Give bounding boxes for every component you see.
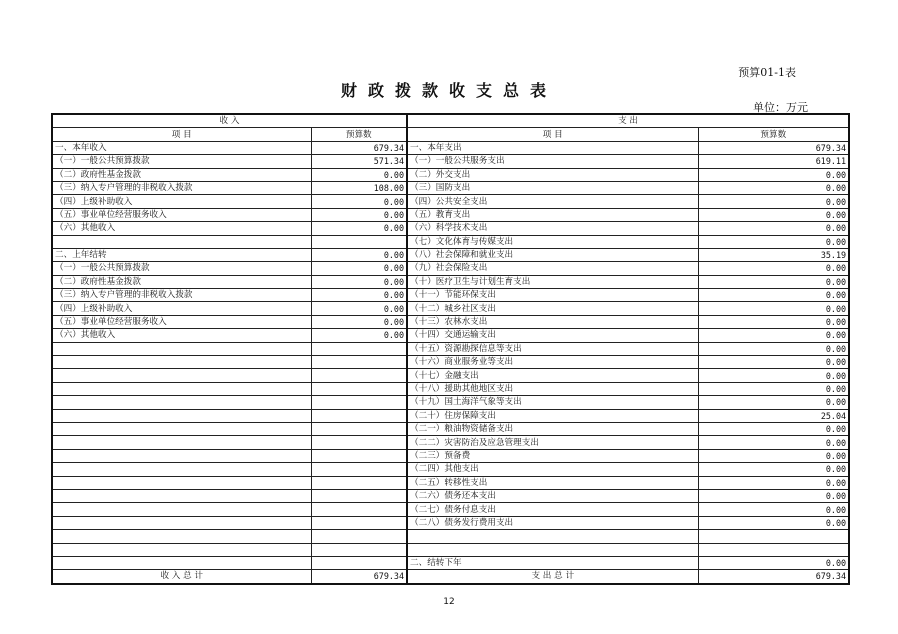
income-item-cell: 二、上年结转 (52, 248, 311, 261)
table-row (52, 181, 849, 194)
income-value-cell (311, 476, 407, 489)
table-row (52, 356, 849, 369)
income-item-cell (52, 382, 311, 395)
expense-item-cell: （二四）其他支出 (407, 463, 698, 476)
expense-value-cell: 0.00 (698, 489, 849, 502)
expense-value-cell: 0.00 (698, 262, 849, 275)
income-value-cell: 0.00 (311, 168, 407, 181)
income-item-cell: （四）上级补助收入 (52, 195, 311, 208)
income-value-cell (311, 382, 407, 395)
income-item-cell (52, 422, 311, 435)
income-value-cell (311, 489, 407, 502)
income-value-cell: 571.34 (311, 155, 407, 168)
expense-item-cell: （二）外交支出 (407, 168, 698, 181)
income-item-cell: （六）其他收入 (52, 329, 311, 342)
income-value-cell: 0.00 (311, 195, 407, 208)
income-value-cell (311, 356, 407, 369)
income-value-cell: 0.00 (311, 302, 407, 315)
expense-item-header: 项 目 (407, 128, 698, 141)
expense-item-cell: （二一）粮油物资储备支出 (407, 422, 698, 435)
expense-value-cell: 0.00 (698, 302, 849, 315)
expense-item-cell (407, 530, 698, 543)
expense-item-cell: （十二）城乡社区支出 (407, 302, 698, 315)
expense-item-cell: （一）一般公共服务支出 (407, 155, 698, 168)
income-item-cell (52, 449, 311, 462)
table-body (52, 141, 849, 570)
expense-value-cell: 0.00 (698, 168, 849, 181)
expense-item-cell: （七）文化体育与传媒支出 (407, 235, 698, 248)
income-value-cell (311, 449, 407, 462)
income-item-cell (52, 356, 311, 369)
table-row (52, 208, 849, 221)
table-row (52, 476, 849, 489)
column-header-row (52, 128, 849, 141)
expense-item-cell: （十九）国土海洋气象等支出 (407, 396, 698, 409)
expense-item-cell: （二五）转移性支出 (407, 476, 698, 489)
table-row (52, 262, 849, 275)
income-item-cell: （五）事业单位经营服务收入 (52, 315, 311, 328)
expense-value-cell: 0.00 (698, 503, 849, 516)
expense-item-cell: （二三）预备费 (407, 449, 698, 462)
expense-value-cell: 0.00 (698, 369, 849, 382)
expense-item-cell: （三）国防支出 (407, 181, 698, 194)
income-item-cell: （一）一般公共预算拨款 (52, 262, 311, 275)
table-row (52, 382, 849, 395)
expense-value-cell: 0.00 (698, 463, 849, 476)
table-row (52, 463, 849, 476)
income-value-cell (311, 235, 407, 248)
expense-amount-header: 预算数 (698, 128, 849, 141)
table-row (52, 315, 849, 328)
expense-value-cell: 0.00 (698, 195, 849, 208)
income-item-cell (52, 463, 311, 476)
income-value-cell (311, 530, 407, 543)
income-value-cell (311, 422, 407, 435)
income-value-cell (311, 436, 407, 449)
income-item-cell: （四）上级补助收入 (52, 302, 311, 315)
income-item-cell (52, 503, 311, 516)
table-row (52, 329, 849, 342)
expense-value-cell: 0.00 (698, 436, 849, 449)
expense-value-cell: 0.00 (698, 275, 849, 288)
expense-value-cell: 679.34 (698, 141, 849, 154)
income-item-cell: （二）政府性基金拨款 (52, 168, 311, 181)
expense-value-cell: 0.00 (698, 235, 849, 248)
income-value-cell (311, 342, 407, 355)
income-value-cell (311, 409, 407, 422)
table-row (52, 141, 849, 154)
income-item-cell (52, 369, 311, 382)
expense-value-cell: 25.04 (698, 409, 849, 422)
income-item-cell (52, 436, 311, 449)
table-row (52, 289, 849, 302)
expense-value-cell: 35.19 (698, 248, 849, 261)
expense-item-cell: （十五）资源勘探信息等支出 (407, 342, 698, 355)
expense-item-cell: （二十）住房保障支出 (407, 409, 698, 422)
expense-value-cell (698, 530, 849, 543)
table-row (52, 530, 849, 543)
expense-item-cell: （二二）灾害防治及应急管理支出 (407, 436, 698, 449)
expense-value-cell: 0.00 (698, 382, 849, 395)
income-item-header: 项 目 (52, 128, 311, 141)
table-row (52, 195, 849, 208)
total-row (52, 570, 849, 584)
table-row (52, 248, 849, 261)
income-value-cell: 0.00 (311, 275, 407, 288)
income-value-cell (311, 503, 407, 516)
table-row (52, 275, 849, 288)
expense-value-cell (698, 543, 849, 556)
table-row (52, 436, 849, 449)
table-row (52, 503, 849, 516)
page-title: 财政拨款收支总表 (340, 81, 557, 100)
table-code: 预算01-1表 (738, 66, 796, 79)
expense-total-value: 679.34 (698, 570, 849, 584)
table-row (52, 489, 849, 502)
table-row (52, 449, 849, 462)
expense-value-cell: 0.00 (698, 449, 849, 462)
expense-value-cell: 0.00 (698, 181, 849, 194)
expense-item-cell: （二六）债务还本支出 (407, 489, 698, 502)
income-item-cell: （三）纳入专户管理的非税收入拨款 (52, 289, 311, 302)
expense-item-cell: （二七）债务付息支出 (407, 503, 698, 516)
table-row (52, 422, 849, 435)
table-row (52, 396, 849, 409)
expense-value-cell: 0.00 (698, 422, 849, 435)
income-value-cell: 0.00 (311, 329, 407, 342)
income-item-cell (52, 530, 311, 543)
table-row (52, 369, 849, 382)
income-total-value: 679.34 (311, 570, 407, 584)
table-row (52, 342, 849, 355)
expense-item-cell: （八）社会保障和就业支出 (407, 248, 698, 261)
table-row (52, 168, 849, 181)
expense-item-cell: （十四）交通运输支出 (407, 329, 698, 342)
expense-value-cell: 0.00 (698, 342, 849, 355)
income-value-cell: 0.00 (311, 315, 407, 328)
unit-label: 单位：万元 (753, 101, 808, 114)
income-value-cell (311, 543, 407, 556)
expense-value-cell: 0.00 (698, 289, 849, 302)
income-value-cell: 0.00 (311, 208, 407, 221)
income-item-cell (52, 556, 311, 569)
income-item-cell (52, 342, 311, 355)
table-row (52, 235, 849, 248)
income-amount-header: 预算数 (311, 128, 407, 141)
income-total-label: 收 入 总 计 (52, 570, 311, 584)
expense-item-cell: （十六）商业服务业等支出 (407, 356, 698, 369)
table-row (52, 409, 849, 422)
income-item-cell (52, 489, 311, 502)
income-value-cell: 0.00 (311, 222, 407, 235)
expense-value-cell: 0.00 (698, 222, 849, 235)
expense-value-cell: 0.00 (698, 516, 849, 529)
income-item-cell: （六）其他收入 (52, 222, 311, 235)
income-item-cell: （二）政府性基金拨款 (52, 275, 311, 288)
expense-value-cell: 619.11 (698, 155, 849, 168)
budget-table (51, 113, 850, 585)
section-header-row (52, 114, 849, 128)
income-value-cell: 0.00 (311, 289, 407, 302)
expense-value-cell: 0.00 (698, 476, 849, 489)
expense-item-cell: （二八）债务发行费用支出 (407, 516, 698, 529)
income-value-cell: 108.00 (311, 181, 407, 194)
expense-item-cell: （十一）节能环保支出 (407, 289, 698, 302)
income-value-cell (311, 556, 407, 569)
income-item-cell (52, 543, 311, 556)
income-value-cell: 0.00 (311, 248, 407, 261)
income-item-cell (52, 235, 311, 248)
table-row (52, 155, 849, 168)
income-item-cell (52, 396, 311, 409)
income-item-cell: （五）事业单位经营服务收入 (52, 208, 311, 221)
table-row (52, 516, 849, 529)
expense-item-cell: （四）公共安全支出 (407, 195, 698, 208)
expense-value-cell: 0.00 (698, 329, 849, 342)
page-number: 12 (443, 597, 455, 607)
expense-item-cell: （十七）金融支出 (407, 369, 698, 382)
expense-item-cell: （十八）援助其他地区支出 (407, 382, 698, 395)
expense-item-cell: （九）社会保险支出 (407, 262, 698, 275)
table-row (52, 222, 849, 235)
expense-value-cell: 0.00 (698, 315, 849, 328)
income-item-cell: （三）纳入专户管理的非税收入拨款 (52, 181, 311, 194)
income-value-cell: 679.34 (311, 141, 407, 154)
expense-value-cell: 0.00 (698, 396, 849, 409)
income-item-cell: （一）一般公共预算拨款 (52, 155, 311, 168)
table-row (52, 302, 849, 315)
expense-item-cell: （十三）农林水支出 (407, 315, 698, 328)
expense-total-label: 支 出 总 计 (407, 570, 698, 584)
table-row (52, 543, 849, 556)
income-item-cell (52, 476, 311, 489)
expense-value-cell: 0.00 (698, 208, 849, 221)
expense-section-header: 支 出 (407, 114, 849, 128)
income-value-cell: 0.00 (311, 262, 407, 275)
expense-item-cell: （五）教育支出 (407, 208, 698, 221)
table-row (52, 556, 849, 569)
expense-item-cell: （六）科学技术支出 (407, 222, 698, 235)
expense-item-cell: 一、本年支出 (407, 141, 698, 154)
income-item-cell (52, 516, 311, 529)
income-value-cell (311, 369, 407, 382)
income-value-cell (311, 463, 407, 476)
expense-value-cell: 0.00 (698, 556, 849, 569)
expense-value-cell: 0.00 (698, 356, 849, 369)
income-section-header: 收 入 (52, 114, 407, 128)
income-value-cell (311, 516, 407, 529)
expense-item-cell: 二、结转下年 (407, 556, 698, 569)
income-item-cell (52, 409, 311, 422)
expense-item-cell: （十）医疗卫生与计划生育支出 (407, 275, 698, 288)
income-value-cell (311, 396, 407, 409)
income-item-cell: 一、本年收入 (52, 141, 311, 154)
expense-item-cell (407, 543, 698, 556)
